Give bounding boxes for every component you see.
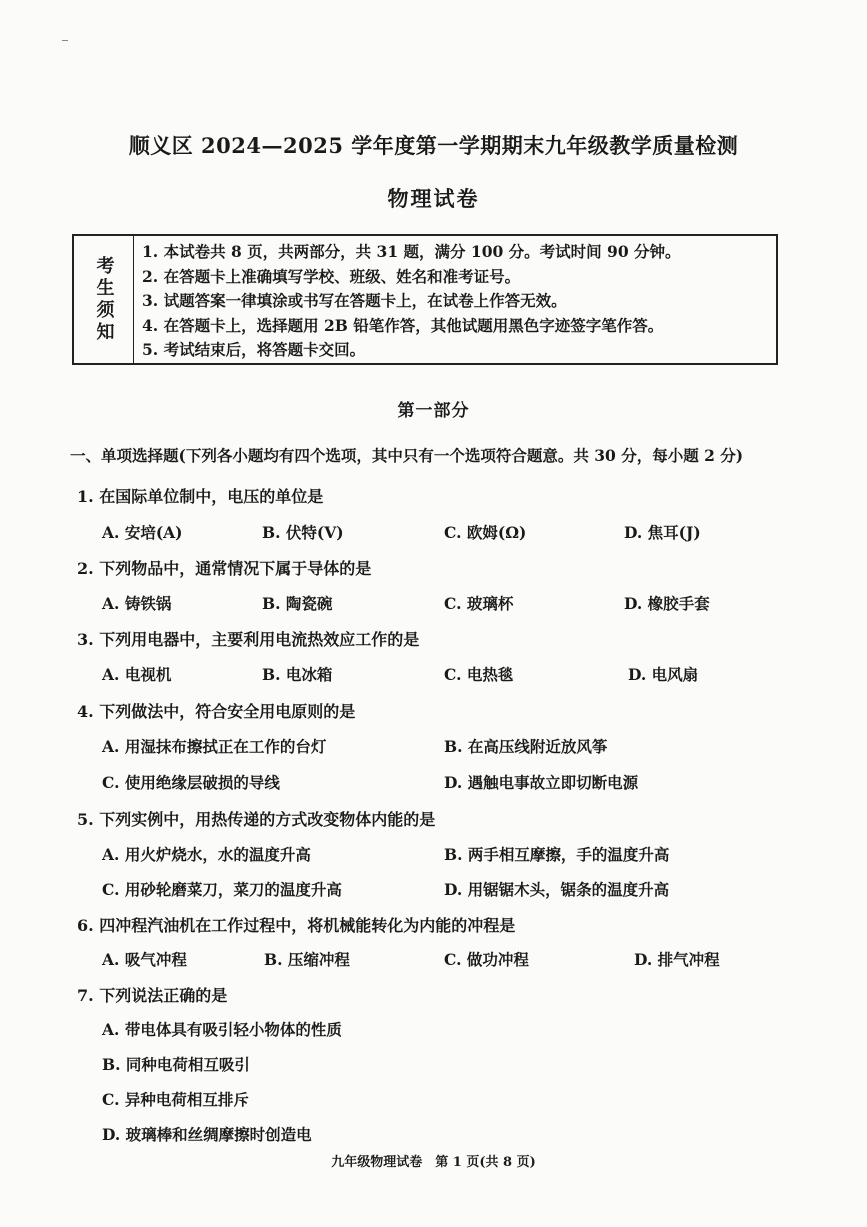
question-4-option-a: A. 用湿抹布擦拭正在工作的台灯 (102, 737, 327, 756)
page-title: 顺义区 2024—2025 学年度第一学期期末九年级教学质量检测 (128, 133, 739, 158)
part-title: 第一部分 (397, 401, 470, 421)
page-footer: 九年级物理试卷 第 1 页(共 8 页) (331, 1155, 536, 1170)
question-6-option-b: B. 压缩冲程 (264, 950, 350, 969)
question-5-option-b: B. 两手相互摩擦，手的温度升高 (444, 845, 670, 864)
question-3-option-b: B. 电冰箱 (262, 665, 333, 684)
question-5-option-d: D. 用锯锯木头，锯条的温度升高 (444, 880, 670, 899)
notice-item: 4. 在答题卡上，选择题用 2B 铅笔作答，其他试题用黑色字迹签字笔作答。 (142, 315, 664, 335)
notice-item: 2. 在答题卡上准确填写学校、班级、姓名和准考证号。 (142, 266, 521, 286)
question-1-stem: 1. 在国际单位制中，电压的单位是 (77, 487, 324, 506)
question-4-option-c: C. 使用绝缘层破损的导线 (102, 773, 280, 792)
question-2-stem: 2. 下列物品中，通常情况下属于导体的是 (77, 559, 372, 578)
question-4-option-d: D. 遇触电事故立即切断电源 (444, 773, 639, 792)
question-6-option-d: D. 排气冲程 (634, 950, 720, 969)
question-5-stem: 5. 下列实例中，用热传递的方式改变物体内能的是 (77, 810, 436, 829)
notice-item: 3. 试题答案一律填涂或书写在答题卡上，在试卷上作答无效。 (142, 291, 567, 310)
page-subtitle: 物理试卷 (387, 186, 480, 211)
question-5-option-a: A. 用火炉烧水，水的温度升高 (102, 845, 311, 864)
notice-box (72, 234, 778, 365)
question-6-option-c: C. 做功冲程 (444, 950, 529, 969)
question-7-option-a: A. 带电体具有吸引轻小物体的性质 (102, 1020, 342, 1039)
question-2-option-d: D. 橡胶手套 (624, 594, 710, 613)
notice-label-cell (74, 236, 134, 363)
question-7-stem: 7. 下列说法正确的是 (77, 986, 228, 1005)
question-2-option-b: B. 陶瓷碗 (262, 594, 333, 613)
question-1-option-b: B. 伏特(V) (262, 523, 344, 542)
question-2-option-a: A. 铸铁锅 (102, 594, 172, 613)
question-6-stem: 6. 四冲程汽油机在工作过程中，将机械能转化为内能的冲程是 (77, 916, 516, 935)
question-3-option-a: A. 电视机 (102, 665, 172, 684)
question-6-option-a: A. 吸气冲程 (102, 950, 187, 969)
question-3-option-c: C. 电热毯 (444, 665, 514, 684)
question-5-option-c: C. 用砂轮磨菜刀，菜刀的温度升高 (102, 880, 342, 899)
question-4-option-b: B. 在高压线附近放风筝 (444, 737, 608, 756)
question-2-option-c: C. 玻璃杯 (444, 594, 514, 613)
question-3-stem: 3. 下列用电器中，主要利用电流热效应工作的是 (77, 630, 420, 649)
section-heading: 一、单项选择题(下列各小题均有四个选项，其中只有一个选项符合题意。共 30 分，每小题 2 分) (70, 446, 744, 465)
question-1-option-a: A. 安培(A) (102, 523, 183, 542)
question-4-stem: 4. 下列做法中，符合安全用电原则的是 (77, 702, 356, 721)
question-7-option-c: C. 异种电荷相互排斥 (102, 1090, 249, 1109)
question-1-option-d: D. 焦耳(J) (624, 523, 701, 542)
question-1-option-c: C. 欧姆(Ω) (444, 523, 527, 542)
question-7-option-b: B. 同种电荷相互吸引 (102, 1055, 250, 1074)
notice-label: 考生须知 (93, 255, 115, 344)
notice-list (142, 240, 770, 363)
scan-mark (62, 40, 68, 41)
notice-item: 5. 考试结束后，将答题卡交回。 (142, 340, 366, 359)
question-7-option-d: D. 玻璃棒和丝绸摩擦时创造电 (102, 1125, 312, 1144)
question-3-option-d: D. 电风扇 (628, 665, 699, 684)
notice-item: 1. 本试卷共 8 页，共两部分，共 31 题，满分 100 分。考试时间 90 分钟。 (142, 242, 681, 261)
